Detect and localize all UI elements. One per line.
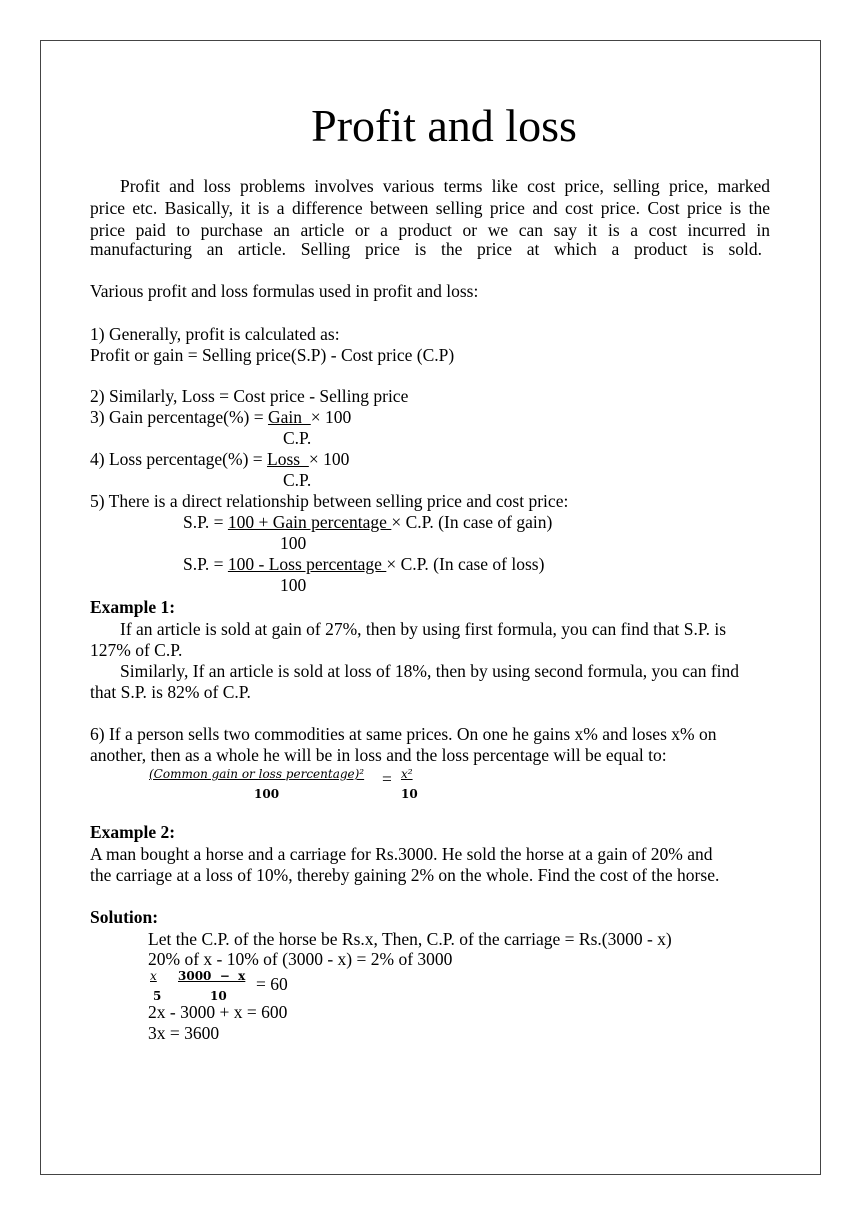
- example-2-line: the carriage at a loss of 10%, thereby gaining 2% on the whole. Find the cost of the horse.: [90, 865, 720, 885]
- example-2-line: A man bought a horse and a carriage for Rs.3000. He sold the horse at a gain of 20% and: [90, 844, 713, 864]
- page-title: Profit and loss: [311, 100, 577, 151]
- solution-fraction-2-denominator: 10: [210, 989, 227, 1003]
- formula-6-line: 6) If a person sells two commodities at same prices. On one he gains x% and loses x% on: [90, 724, 717, 744]
- formula-4-numerator: Loss: [267, 449, 309, 469]
- formula-4-label: 4) Loss percentage(%) =: [90, 449, 268, 469]
- formula-3-denominator: C.P.: [283, 428, 312, 448]
- formula-6-result-numerator: x²: [401, 767, 413, 781]
- formula-5-loss-multiplier: × C.P. (In case of loss): [386, 554, 545, 574]
- formula-3-multiplier: × 100: [310, 407, 352, 427]
- formula-5-loss-denominator: 100: [280, 575, 307, 595]
- formula-3-numerator: Gain: [267, 407, 311, 427]
- formula-5-loss-numerator: 100 - Loss percentage: [227, 554, 387, 574]
- formula-3: [90, 406, 351, 428]
- intro-line: price etc. Basically, it is a difference between selling price and cost price. Cost price is the: [90, 198, 770, 218]
- example-1-line: If an article is sold at gain of 27%, then by using first formula, you can find that S.P. is: [120, 619, 727, 639]
- solution-line: 20% of x - 10% of (3000 - x) = 2% of 3000: [148, 949, 453, 969]
- formula-6-line: another, then as a whole he will be in loss and the loss percentage will be equal to:: [90, 745, 667, 765]
- formula-3-label: 3) Gain percentage(%) =: [90, 407, 268, 427]
- formula-5-gain-label: S.P. =: [183, 512, 228, 532]
- solution-fraction-1-numerator: x: [150, 969, 157, 983]
- formula-1-detail: Profit or gain = Selling price(S.P) - Cost price (C.P): [90, 345, 455, 365]
- formula-5-gain: [183, 511, 552, 533]
- example-1-heading: Example 1:: [90, 597, 176, 617]
- formula-4-denominator: C.P.: [283, 470, 312, 490]
- formula-5-gain-denominator: 100: [280, 533, 307, 553]
- intro-line: price paid to purchase an article or a product or we can say it is a cost incurred in: [90, 220, 770, 240]
- formulas-intro: Various profit and loss formulas used in profit and loss:: [90, 281, 479, 301]
- solution-line: Let the C.P. of the horse be Rs.x, Then, C.P. of the carriage = Rs.(3000 - x): [148, 929, 672, 949]
- formula-5-loss-label: S.P. =: [183, 554, 228, 574]
- solution-line: 2x - 3000 + x = 600: [148, 1002, 288, 1022]
- solution-equals: = 60: [256, 974, 288, 994]
- solution-heading: Solution:: [90, 907, 159, 927]
- solution-fraction-2-numerator: 3000 − x: [178, 969, 246, 983]
- formula-6-equals: =: [382, 769, 392, 789]
- example-1-line: that S.P. is 82% of C.P.: [90, 682, 251, 702]
- formula-4: [90, 448, 349, 470]
- formula-6-result-denominator: 10: [401, 787, 418, 801]
- intro-line: manufacturing an article. Selling price is the price at which a product is sold.: [90, 239, 762, 259]
- formula-6-numerator: (Common gain or loss percentage)²: [149, 767, 365, 781]
- formula-5-gain-numerator: 100 + Gain percentage: [227, 512, 392, 532]
- example-2-heading: Example 2:: [90, 822, 176, 842]
- formula-5-loss: [183, 553, 544, 575]
- formula-5-gain-multiplier: × C.P. (In case of gain): [391, 512, 553, 532]
- solution-fraction-1-denominator: 5: [153, 989, 162, 1003]
- example-1-line: 127% of C.P.: [90, 640, 183, 660]
- formula-4-multiplier: × 100: [308, 449, 350, 469]
- formula-5: 5) There is a direct relationship between selling price and cost price:: [90, 491, 569, 511]
- intro-line: Profit and loss problems involves various terms like cost price, selling price, marked: [120, 176, 770, 196]
- solution-line: 3x = 3600: [148, 1023, 220, 1043]
- formula-2: 2) Similarly, Loss = Cost price - Selling price: [90, 386, 409, 406]
- example-1-line: Similarly, If an article is sold at loss of 18%, then by using second formula, you can find: [120, 661, 740, 681]
- formula-6-denominator: 100: [254, 787, 280, 801]
- formula-1: 1) Generally, profit is calculated as:: [90, 324, 340, 344]
